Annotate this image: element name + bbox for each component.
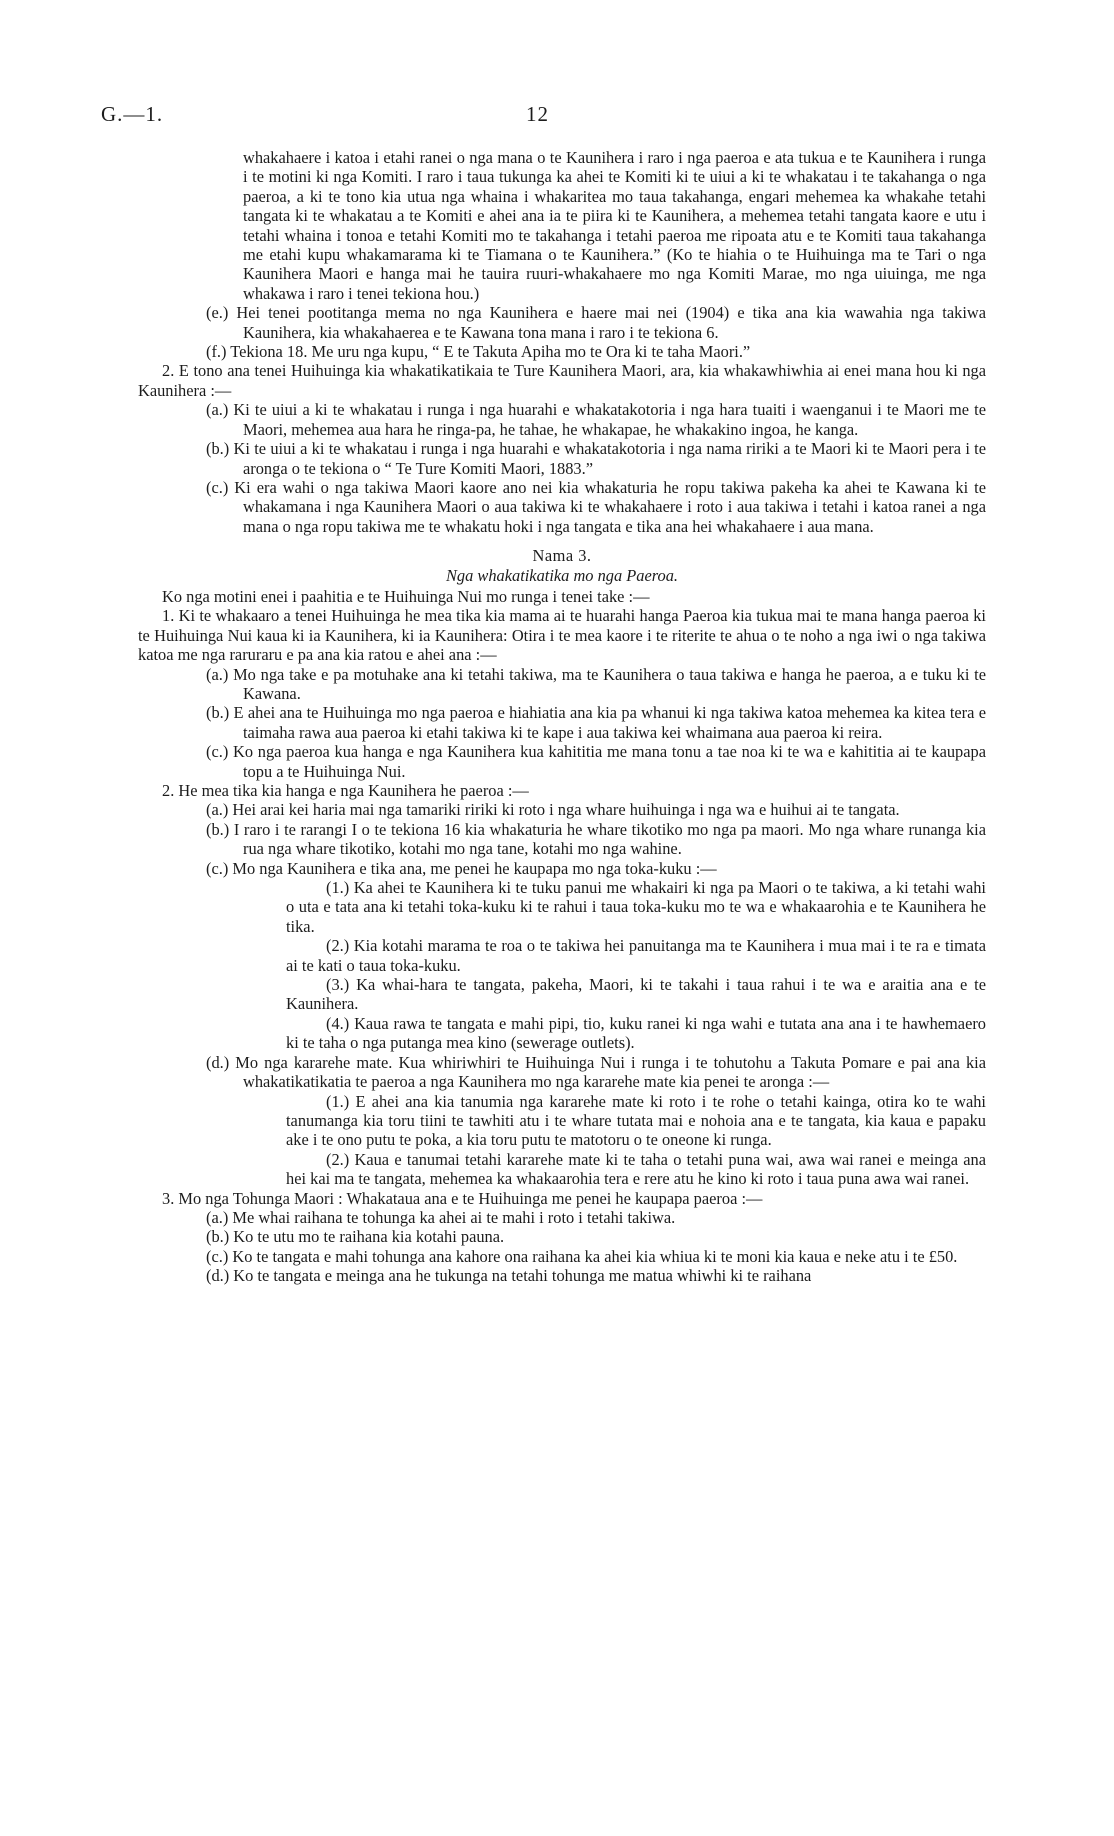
page-reference: G.—1. [101, 102, 164, 126]
page-number: 12 [526, 102, 549, 126]
paragraph-3c3: (3.) Ka whai-hara te tangata, pakeha, Maori, ki te takahi i taua rahui i te wa e araitia ana e te Kaunihera. [286, 975, 986, 1014]
paragraph-1b: (b.) E ahei ana te Huihuinga mo nga paeroa e hiahiatia ana kia pa whanui ki nga takiwa katoa mehemea ka kitea tera e taimaha rawa aua paeroa ki etahi takiwa ki te kape i aua takiwa kei whaimana aua paeroa ki reira. [206, 703, 986, 742]
paragraph-4b: (b.) Ko te utu mo te raihana kia kotahi pauna. [206, 1227, 505, 1247]
paragraph-2c: (c.) Ki era wahi o nga takiwa Maori kaore ano nei kia whakaturia he ropu takiwa pakeha ka ahei te Kawana ki te whakamana i nga Kaunihera Maori o aua takiwa ki te whakahaere i roto i aua takiwa i tetahi i katoa ranei a nga mana o nga ropu takiwa me te whakatu hoki i nga tangata e tika ana hei whakahaere i aua mana. [206, 477, 986, 536]
paragraph-e: (e.) Hei tenei pootitanga mema no nga Kaunihera e haere mai nei (1904) e tika ana kia wawahia nga takiwa Kaunihera, kia whakahaerea e te Kawana tona mana i raro i te tekiona 6. [206, 303, 986, 342]
paragraph-1a: (a.) Mo nga take e pa motuhake ana ki tetahi takiwa, ma te Kaunihera o taua takiwa e hanga he paeroa, a e tuku ki te Kawana. [206, 664, 986, 703]
paragraph-3c1: (1.) Ka ahei te Kaunihera ki te tuku panui me whakairi ki nga pa Maori o te takiwa, a ki tetahi wahi o uta e tata ana ki tetahi toka-kuku ki te rahui i taua toka-kuku mo te wa e whakaarohia e te Kaunihera he tika. [286, 878, 986, 936]
paragraph-nama: Nama 3. [532, 546, 592, 566]
paragraph-4c: (c.) Ko te tangata e mahi tohunga ana kahore ona raihana ka ahei kia whiua ki te moni kia kaua e neke atu i te £50. [206, 1246, 958, 1266]
paragraph-f: (f.) Tekiona 18. Me uru nga kupu, “ E te Takuta Apiha mo te Ora ki te taha Maori.” [206, 342, 751, 362]
paragraph-2: 2. E tono ana tenei Huihuinga kia whakatikatikaia te Ture Kaunihera Maori, ara, kia whakawhiwhia ai enei mana hou ki nga Kaunihera :— [138, 361, 986, 400]
paragraph-2a: (a.) Ki te uiui a ki te whakatau i runga i nga huarahi e whakatakotoria i nga hara tuaiti i waenganui i te Maori me te Maori, mehemea aua hara he ringa-pa, he tahae, he whakapae, he whakakino ingoa, he kanga. [206, 400, 986, 439]
paragraph-3b: (b.) I raro i te rarangi I o te tekiona 16 kia whakaturia he whare tikotiko mo nga pa maori. Mo nga whare runanga kia rua nga whare tikotiko, kotahi mo nga tane, kotahi mo nga wahine. [206, 819, 986, 859]
paragraph-1c: (c.) Ko nga paeroa kua hanga e nga Kaunihera kua kahititia me mana tonu a tae noa ki te wa e kahititia ai te kaupapa topu a te Huihuinga Nui. [206, 742, 986, 781]
document-body [138, 148, 986, 1286]
paragraph-4d: (d.) Ko te tangata e meinga ana he tukunga na tetahi tohunga me matua whiwhi ki te raihana [206, 1266, 812, 1286]
paragraph-1: 1. Ki te whakaaro a tenei Huihuinga he mea tika kia mama ai te huarahi hanga Paeroa kia tukua mai te mana hanga paeroa ki te Huihuinga Nui kaua ki ia Kaunihera, ki ia Kaunihera: Otira i te mea kaore i te riterite te ahua o te noho a nga iwi o nga takiwa katoa me nga raruraru e pa ana kia ratou e ahei ana :— [138, 606, 986, 665]
paragraph-2b: (b.) Ki te uiui a ki te whakatau i runga i nga huarahi e whakatakotoria i nga nama ririki a te Maori ki te Maori pera i te aronga o te tekiona o “ Te Ture Komiti Maori, 1883.” [206, 439, 986, 478]
paragraph-3a: (a.) Hei arai kei haria mai nga tamariki ririki ki roto i nga whare huihuinga i nga wa e huihui ai te tangata. [206, 800, 900, 820]
paragraph-ko: Ko nga motini enei i paahitia e te Huihuinga Nui mo runga i tenei take :— [162, 586, 650, 606]
paragraph-cont: whakahaere i katoa i etahi ranei o nga mana o te Kaunihera i raro i nga paeroa e ata tukua e te Kaunihera i runga i te motini ki nga Komiti. I raro i taua tukunga ka ahei te Komiti ki te uiui a ki te whakatau i te takahanga o nga paeroa, a ki te tono kia utua nga whaina i whakaritea mo taua takahanga, engari mehemea ka whakahe tetahi tangata ki te whakatau a te Komiti e ahei ana ia te piira ki te Kaunihera, a mehemea tetahi tangata kaore e utu i tetahi whaina i tonoa e tetahi Komiti mo te takahanga i tetahi paeroa me ripoata atu e te Komiti taua takahanga me etahi kupu whakamarama ki te Tiamana o te Kaunihera.” (Ko te hiahia o te Huihuinga ma te Tari o nga Kaunihera Maori e hanga mai he tauira ruuri-whakahaere mo nga Komiti Marae, mo nga uiuinga, me nga whakawa i raro i tenei tekiona hou.) [243, 148, 986, 303]
paragraph-3c4: (4.) Kaua rawa te tangata e mahi pipi, tio, kuku ranei ki nga wahi e tutata ana ana i te hawhemaero ki te taha o nga putanga mea kino (sewerage outlets). [286, 1013, 986, 1053]
paragraph-3c: (c.) Mo nga Kaunihera e tika ana, me penei he kaupapa mo nga toka-kuku :— [206, 858, 717, 878]
paragraph-3d2: (2.) Kaua e tanumai tetahi kararehe mate ki te taha o tetahi puna wai, awa wai ranei e meinga ana hei kai ma te tangata, mehemea ka whakaarohia tera e rere atu he kino ki roto i taua puna awa wai ranei. [286, 1149, 986, 1189]
paragraph-4a: (a.) Me whai raihana te tohunga ka ahei ai te mahi i roto i tetahi takiwa. [206, 1207, 676, 1227]
paragraph-3d: (d.) Mo nga kararehe mate. Kua whiriwhiri te Huihuinga Nui i runga i te tohutohu a Takuta Pomare e pai ana kia whakatikatikatia te paeroa a nga Kaunihera mo nga kararehe mate kia penei te aronga :— [206, 1052, 986, 1092]
paragraph-3h: 2. He mea tika kia hanga e nga Kaunihera he paeroa :— [162, 781, 529, 800]
paragraph-4: 3. Mo nga Tohunga Maori : Whakataua ana e te Huihuinga me penei he kaupapa paeroa :— [162, 1188, 763, 1208]
paragraph-3c2: (2.) Kia kotahi marama te roa o te takiwa hei panuitanga ma te Kaunihera i mua mai i te ra e timata ai te kati o taua toka-kuku. [286, 936, 986, 975]
paragraph-3d1: (1.) E ahei ana kia tanumia nga kararehe mate ki roto i te rohe o tetahi kainga, otira ko te wahi tanumanga kia toru tiini te tawhiti atu i te whare tutata mai e nohoia ana e te tangata, kia kaua e papaku ake i te ono putu te poka, a kia toru putu te matotoru o te oneone ki runga. [286, 1091, 986, 1150]
paragraph-sub: Nga whakatikatika mo nga Paeroa. [445, 565, 679, 585]
